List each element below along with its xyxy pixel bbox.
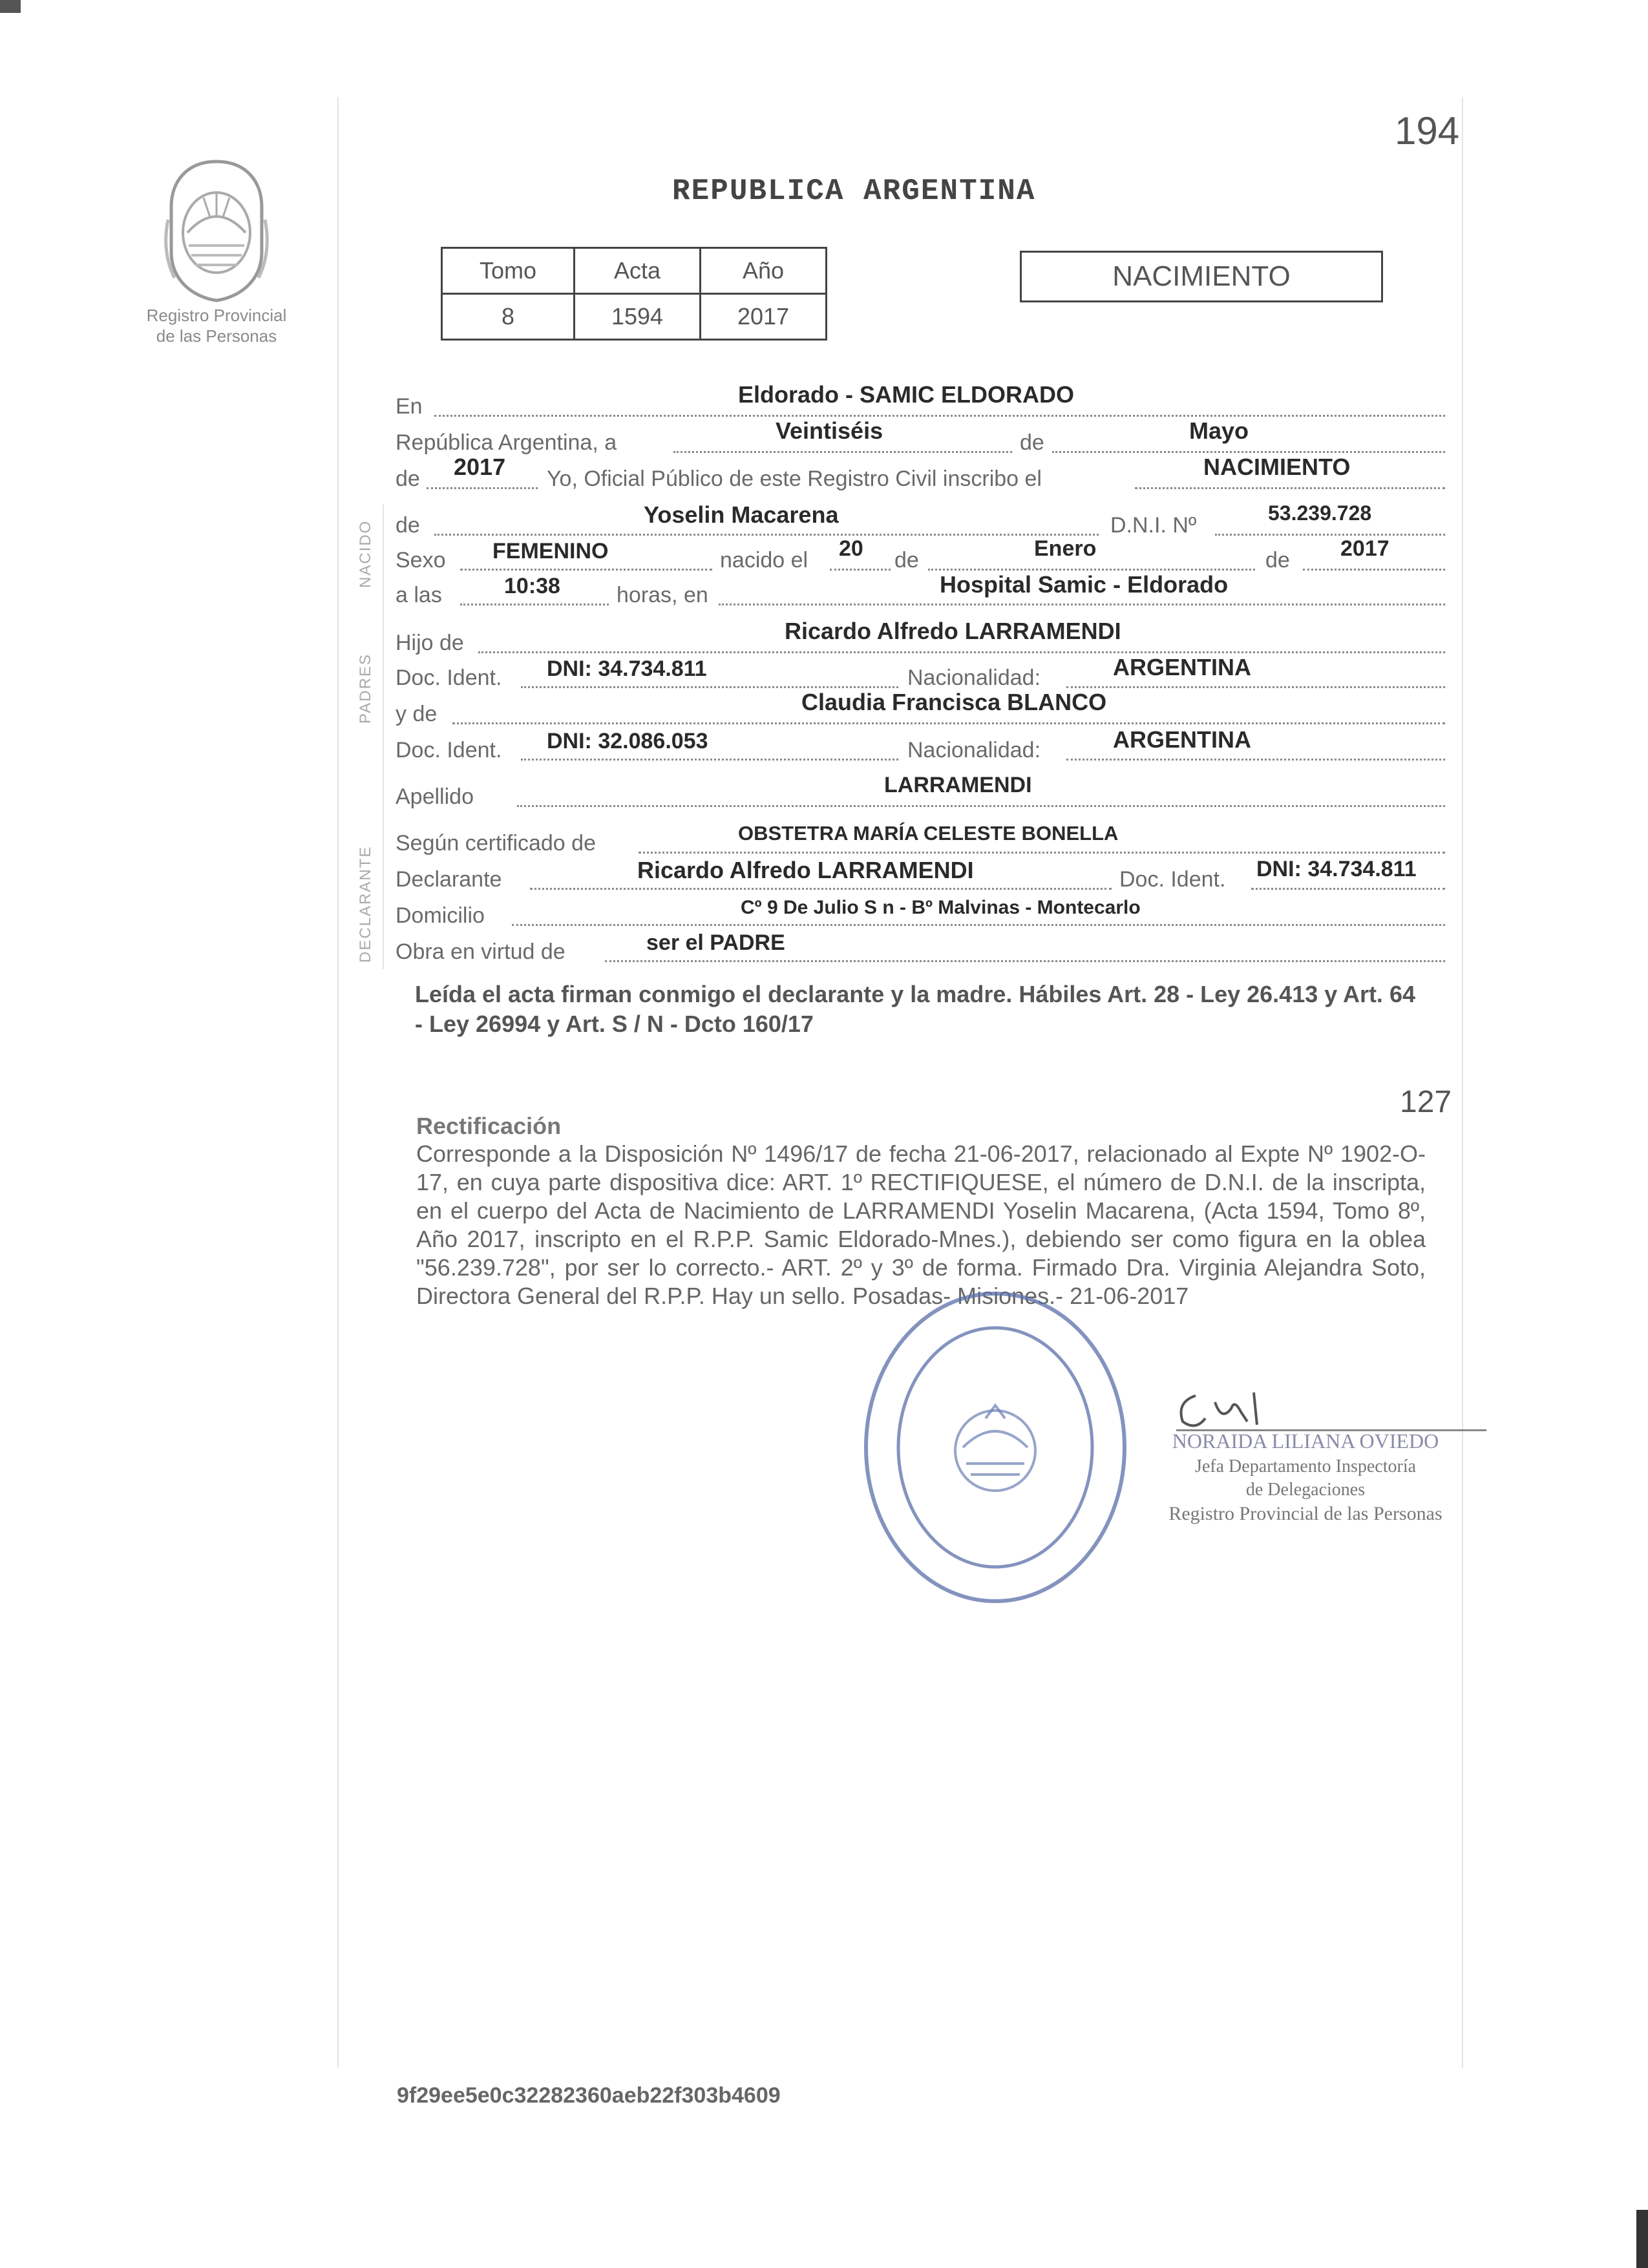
value-padre-nac: ARGENTINA — [1113, 654, 1251, 680]
label-de-anio: de — [396, 467, 420, 491]
label-inscribo: Yo, Oficial Público de este Registro Civil inscribo el — [547, 467, 1042, 491]
label-a-las: a las — [396, 583, 442, 607]
dots-apellido — [517, 805, 1445, 807]
dots-madre-nac — [1066, 759, 1445, 761]
acta-value-tomo: 8 — [442, 294, 575, 340]
rectificacion-heading: Rectificación — [416, 1113, 562, 1139]
label-de-nombre: de — [396, 513, 420, 538]
left-guide-line — [337, 97, 339, 2068]
signature-line2: de Delegaciones — [1245, 1480, 1366, 1500]
value-nombre: Yoselin Macarena — [644, 501, 839, 528]
value-dia-letras: Veintiséis — [776, 417, 883, 444]
value-dni: 53.239.728 — [1268, 501, 1372, 525]
dots-anio — [427, 487, 538, 489]
label-segun-certificado: Según certificado de — [396, 831, 596, 856]
document-hash: 9f29ee5e0c32282360aeb22f303b4609 — [397, 2083, 781, 2108]
value-apellido: LARRAMENDI — [884, 773, 1032, 797]
dots-lugar — [434, 415, 1445, 417]
signature-line3: Registro Provincial de las Personas — [1168, 1503, 1442, 1524]
rectificacion-body: Corresponde a la Disposición Nº 1496/17 de fecha 21-06-2017, relacionado al Expte Nº 1902-O-17, en cuya parte dispositiva dice: ART. 1º RECTIFIQUESE, el número de D.N.I. de la inscripta, en el cuerpo del Acta de Nacimiento de LARRAMENDI Yoselin Macarena, (Acta 1594, Tomo 8º, Año 2017, inscripto en el R.P.P. Samic Eldorado-Mnes.), debiendo ser como figura en la oblea "56.239.728", por ser lo correcto.- ART. 2º y 3º de forma. Firmado Dra. Virginia Alejandra Soto, Directora General del R.P.P. Hay un sello. Posadas- Misiones.- 21-06-2017 — [416, 1140, 1426, 1309]
dots-nombre — [434, 534, 1099, 536]
dots-lugar-nac — [719, 604, 1445, 605]
value-padre-doc: DNI: 34.734.811 — [547, 656, 707, 681]
label-nacionalidad-madre: Nacionalidad: — [907, 738, 1041, 762]
value-madre: Claudia Francisca BLANCO — [801, 689, 1107, 715]
value-en-virtud: ser el PADRE — [646, 930, 785, 955]
dots-padre-doc — [521, 686, 898, 688]
emblem-caption-line2: de las Personas — [156, 326, 277, 346]
value-tipo: NACIMIENTO — [1203, 454, 1351, 480]
dots-certificado — [639, 852, 1445, 854]
label-republica-a: República Argentina, a — [396, 430, 617, 455]
label-declarante: Declarante — [396, 867, 502, 892]
record-type-box: NACIMIENTO — [1020, 251, 1383, 302]
label-apellido: Apellido — [396, 784, 474, 809]
value-madre-doc: DNI: 32.086.053 — [547, 729, 708, 753]
value-mes-nac: Enero — [1034, 536, 1097, 561]
dots-sexo — [460, 569, 712, 571]
dots-madre — [452, 722, 1445, 724]
label-nacido-el: nacido el — [720, 548, 808, 572]
dots-mes — [1052, 451, 1445, 453]
acta-table-value-row — [442, 294, 827, 340]
acta-header-anio: Año — [701, 248, 827, 294]
label-nacionalidad-padre: Nacionalidad: — [907, 666, 1041, 690]
value-domicilio: Cº 9 De Julio S n - Bº Malvinas - Montecarlo — [741, 897, 1141, 918]
emblem-caption — [129, 305, 304, 346]
acta-value-acta: 1594 — [575, 294, 701, 340]
label-horas-en: horas, en — [617, 583, 708, 607]
value-declarante-doc: DNI: 34.734.811 — [1256, 857, 1417, 881]
label-de-anio-nac: de — [1265, 548, 1290, 572]
value-lugar: Eldorado - SAMIC ELDORADO — [738, 381, 1074, 408]
signature-name: NORAIDA LILIANA OVIEDO — [1172, 1429, 1439, 1453]
acta-header-acta: Acta — [575, 248, 701, 294]
emblem-caption-line1: Registro Provincial — [146, 306, 287, 325]
label-domicilio: Domicilio — [396, 903, 485, 928]
label-doc-ident-declarante: Doc. Ident. — [1119, 867, 1226, 892]
dots-padre-nac — [1066, 686, 1445, 688]
dots-dia-nac — [830, 569, 891, 571]
value-anio-nac: 2017 — [1340, 536, 1389, 561]
dots-mes-nac — [928, 569, 1255, 571]
inner-guide-line — [383, 504, 384, 969]
dots-domicilio — [512, 924, 1445, 926]
value-madre-nac: ARGENTINA — [1113, 726, 1251, 753]
scan-edge-top — [0, 0, 21, 13]
dots-en-virtud — [605, 960, 1445, 962]
label-dni-no: D.N.I. Nº — [1110, 513, 1197, 538]
dots-tipo — [1135, 487, 1445, 489]
dots-dni — [1215, 534, 1445, 536]
provincial-emblem — [149, 155, 284, 304]
dots-madre-doc — [521, 759, 898, 761]
label-de-mes-nac: de — [894, 548, 919, 572]
dots-hora — [460, 604, 609, 605]
value-declarante: Ricardo Alfredo LARRAMENDI — [637, 857, 974, 883]
dots-padre — [478, 651, 1445, 653]
value-sexo: FEMENINO — [492, 539, 609, 563]
value-anio: 2017 — [454, 454, 506, 480]
document-title: REPUBLICA ARGENTINA — [672, 174, 1036, 208]
value-dia-nac: 20 — [839, 536, 863, 561]
label-obra-en-virtud: Obra en virtud de — [396, 940, 565, 964]
value-certificado: OBSTETRA MARÍA CELESTE BONELLA — [738, 822, 1119, 845]
label-sexo: Sexo — [396, 548, 446, 572]
side-label-padres: PADRES — [357, 653, 374, 724]
dots-dia — [673, 451, 1012, 453]
side-label-nacido: NACIDO — [357, 520, 374, 588]
signature-line1: Jefa Departamento Inspectoría — [1194, 1456, 1417, 1476]
side-label-declarante: DECLARANTE — [357, 845, 374, 963]
page-number: 194 — [1395, 109, 1460, 152]
label-hijo-de: Hijo de — [396, 631, 464, 655]
acta-value-anio: 2017 — [701, 294, 827, 340]
label-de-mes: de — [1020, 430, 1044, 455]
value-mes: Mayo — [1189, 417, 1249, 444]
scan-edge-right — [1636, 2210, 1648, 2268]
label-en: En — [396, 394, 423, 419]
label-doc-ident-madre: Doc. Ident. — [396, 738, 502, 762]
margin-number: 127 — [1400, 1085, 1452, 1119]
label-y-de: y de — [396, 702, 438, 726]
dots-declarante — [530, 888, 1112, 890]
value-lugar-nac: Hospital Samic - Eldorado — [940, 571, 1229, 598]
value-hora: 10:38 — [504, 574, 560, 598]
dots-anio-nac — [1303, 569, 1445, 571]
acta-table-header-row — [442, 248, 827, 294]
acta-header-tomo: Tomo — [442, 248, 575, 294]
value-padre: Ricardo Alfredo LARRAMENDI — [785, 618, 1121, 644]
emblem-seal-icon — [149, 155, 284, 304]
label-doc-ident-padre: Doc. Ident. — [396, 666, 502, 690]
dots-declarante-doc — [1251, 888, 1445, 890]
right-guide-line — [1462, 97, 1463, 2068]
closing-text: Leída el acta firman conmigo el declarante y la madre. Hábiles Art. 28 - Ley 26.413 y Art. 64 - Ley 26994 y Art. S / N - Dcto 160/17 — [415, 981, 1415, 1037]
acta-table — [441, 247, 827, 341]
